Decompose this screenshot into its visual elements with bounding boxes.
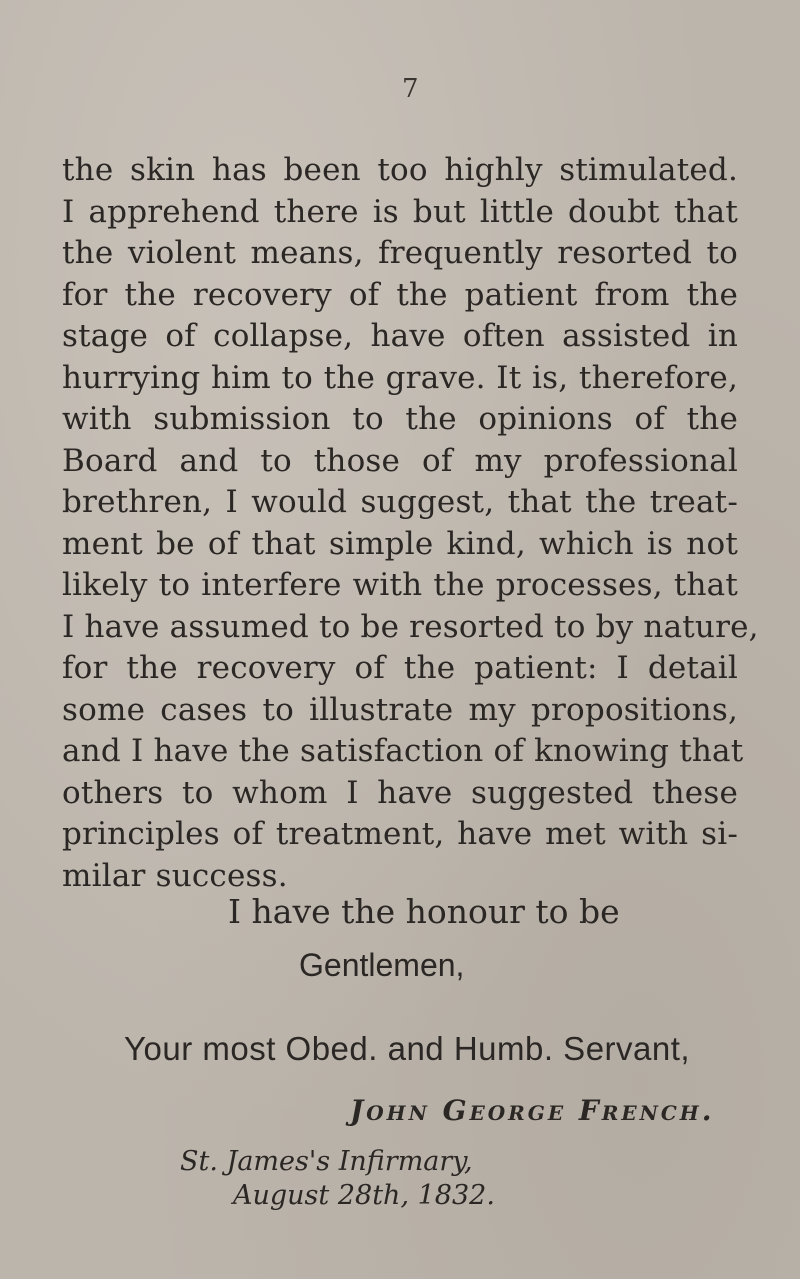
closing-line: I have the honour to be	[228, 892, 620, 931]
page-number: 7	[402, 74, 419, 104]
body-line: ment be of that simple kind, which is not	[62, 525, 738, 562]
body-line: milar success.	[62, 857, 288, 894]
salutation: Gentlemen,	[299, 947, 465, 983]
body-line: I apprehend there is but little doubt that	[62, 193, 738, 230]
body-line: principles of treatment, have met with si-	[62, 816, 738, 852]
body-line: the skin has been too highly stimulated.	[62, 152, 738, 188]
body-line: others to whom I have suggested these	[62, 774, 738, 811]
body-line: I have assumed to be resorted to by nature,	[62, 608, 759, 645]
body-line: stage of collapse, have often assisted in	[62, 318, 738, 354]
body-line: brethren, I would suggest, that the treat-	[62, 484, 738, 520]
signature: John George French.	[350, 1094, 715, 1127]
valediction: Your most Obed. and Humb. Servant,	[124, 1030, 691, 1067]
place-line: St. James's Infirmary,	[180, 1146, 473, 1177]
body-line: some cases to illustrate my propositions,	[62, 691, 738, 728]
date-line: August 28th, 1832.	[233, 1180, 495, 1211]
body-line: with submission to the opinions of the	[62, 401, 738, 437]
body-paragraph	[62, 150, 759, 897]
body-line: hurrying him to the grave. It is, therefore,	[62, 359, 738, 396]
body-line: likely to interfere with the processes, that	[62, 567, 738, 603]
body-line: for the recovery of the patient: I detail	[62, 650, 738, 686]
body-line: and I have the satisfaction of knowing that	[62, 733, 744, 769]
body-line: for the recovery of the patient from the	[62, 276, 738, 313]
body-line: the violent means, frequently resorted to	[62, 235, 738, 271]
body-line: Board and to those of my professional	[62, 442, 738, 479]
